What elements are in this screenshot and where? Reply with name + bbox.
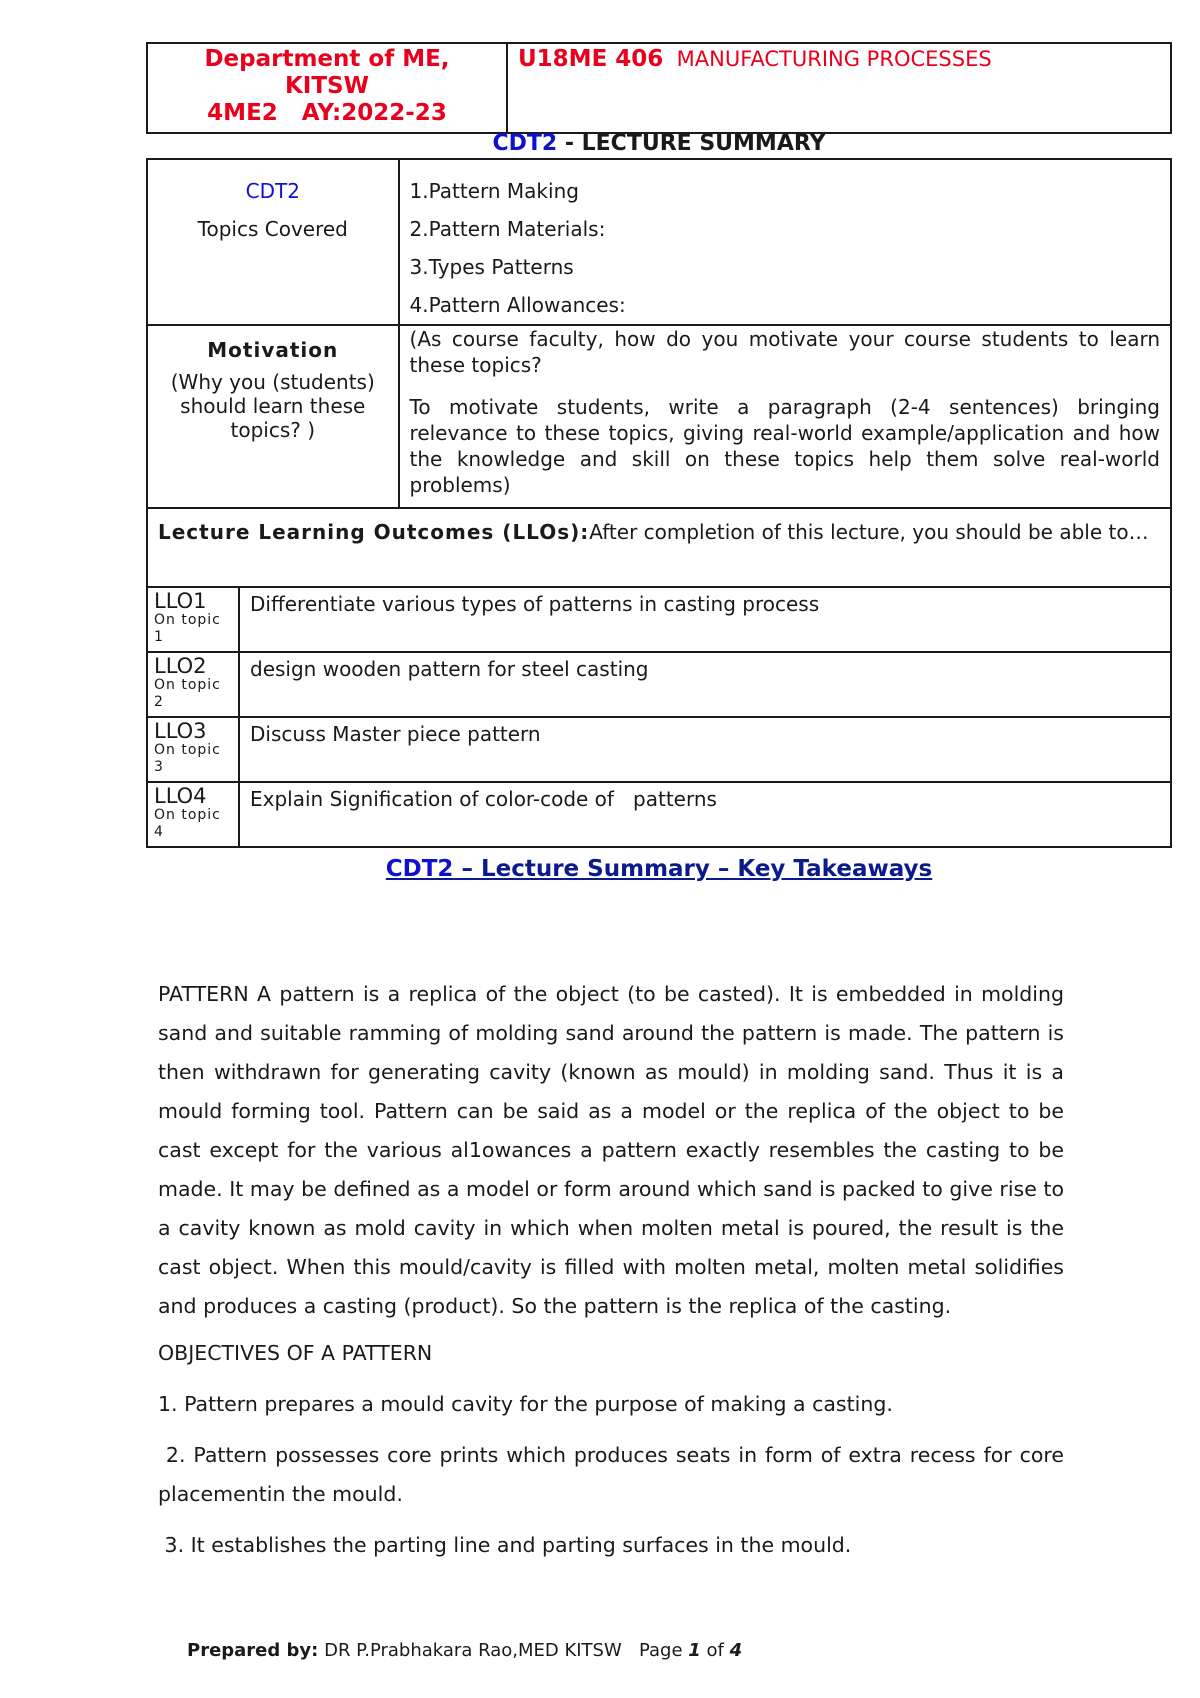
llo-id-cell — [147, 587, 239, 652]
llo-id: LLO3 — [154, 719, 207, 743]
topics-list — [399, 159, 1171, 325]
page-title — [146, 131, 1172, 156]
key-takeaways-heading — [146, 856, 1172, 882]
llo-topic: On topic 2 — [154, 677, 221, 710]
page-footer — [187, 1640, 1087, 1661]
page-number: 1 — [688, 1640, 701, 1661]
dept-line2: KITSW — [284, 73, 369, 99]
llo-text: design wooden pattern for steel casting — [239, 652, 1171, 717]
prepared-name: DR P.Prabhakara Rao,MED KITSW — [318, 1640, 622, 1661]
llo-heading: Lecture Learning Outcomes (LLOs): — [158, 520, 590, 544]
motivation-text-cell — [399, 325, 1171, 508]
course-code: U18ME 406 — [518, 46, 664, 72]
llo-text: Explain Signification of color-code of patterns — [239, 782, 1171, 847]
llo-row — [147, 782, 1171, 847]
llo-id: LLO4 — [154, 784, 207, 808]
page-label: Page — [638, 1640, 683, 1661]
pattern-paragraph: PATTERN A pattern is a replica of the object (to be casted). It is embedded in molding sand and suitable ramming of molding sand around the pattern is made. The pattern is then withdrawn for generating cavity (known as mould) in molding sand. Thus it is a mould forming tool. Pattern can be said as a model or the replica of the object to be cast except for the various al1owances a pattern exactly resembles the casting to be made. It may be defined as a model or form around which sand is packed to give rise to a cavity known as mold cavity in which when molten metal is poured, the result is the cast object. When this mould/cavity is filled with molten metal, molten metal solidifies and produces a casting (product). So the pattern is the replica of the casting. — [158, 982, 1064, 1318]
llo-id: LLO2 — [154, 654, 207, 678]
motivation-label-cell — [147, 325, 399, 508]
motivation-question: (As course faculty, how do you motivate your course students to learn these topics? — [409, 327, 1160, 377]
dept-line1: Department of ME, — [204, 46, 450, 72]
llo-row — [147, 587, 1171, 652]
department-cell — [147, 43, 507, 133]
title-rest: - LECTURE SUMMARY — [557, 131, 826, 156]
objectives-heading: OBJECTIVES OF A PATTERN — [158, 1341, 433, 1365]
prepared-label: Prepared by: — [187, 1640, 319, 1661]
objective-item: 2. Pattern possesses core prints which produces seats in form of extra recess for core placementin the mould. — [158, 1443, 1071, 1506]
motivation-instruction: To motivate students, write a paragraph (2-4 sentences) bringing relevance to these topics, giving real-world example/application and how the knowledge and skill on these topics help them solve real-world problems) — [409, 395, 1160, 497]
title-cdt: CDT2 — [492, 131, 558, 156]
llo-heading-cell — [147, 508, 1171, 587]
body-text — [158, 975, 1071, 1565]
llo-topic: On topic 4 — [154, 807, 221, 840]
objective-item: 1. Pattern prepares a mould cavity for the purpose of making a casting. — [158, 1392, 893, 1416]
llo-row — [147, 717, 1171, 782]
topic-item: 3.Types Patterns — [409, 255, 574, 279]
summary-rest: – Lecture Summary – Key Takeaways — [453, 856, 933, 882]
lecture-table — [146, 158, 1172, 848]
llo-id-cell — [147, 652, 239, 717]
header-table — [146, 42, 1172, 134]
topics-label: Topics Covered — [197, 217, 348, 241]
llo-id: LLO1 — [154, 589, 207, 613]
llo-text: Discuss Master piece pattern — [239, 717, 1171, 782]
topic-item: 2.Pattern Materials: — [409, 217, 606, 241]
llo-id-cell — [147, 717, 239, 782]
topic-item: 1.Pattern Making — [409, 179, 579, 203]
llo-intro: After completion of this lecture, you should be able to… — [589, 520, 1149, 544]
topics-label-cell — [147, 159, 399, 325]
course-name: MANUFACTURING PROCESSES — [676, 47, 992, 71]
llo-row — [147, 652, 1171, 717]
llo-topic: On topic 1 — [154, 612, 221, 645]
dept-line3: 4ME2 AY:2022-23 — [207, 100, 447, 126]
motivation-sub: (Why you (students) should learn these topics? ) — [170, 370, 375, 442]
page-total: 4 — [729, 1640, 743, 1661]
summary-cdt: CDT2 — [385, 856, 454, 882]
course-cell — [507, 43, 1171, 133]
llo-topic: On topic 3 — [154, 742, 221, 775]
motivation-heading: Motivation — [207, 338, 339, 362]
llo-id-cell — [147, 782, 239, 847]
objective-item: 3. It establishes the parting line and parting surfaces in the mould. — [158, 1533, 852, 1557]
topics-cdt: CDT2 — [245, 179, 300, 203]
llo-text: Differentiate various types of patterns in casting process — [239, 587, 1171, 652]
topic-item: 4.Pattern Allowances: — [409, 293, 626, 317]
of-label: of — [706, 1640, 724, 1661]
